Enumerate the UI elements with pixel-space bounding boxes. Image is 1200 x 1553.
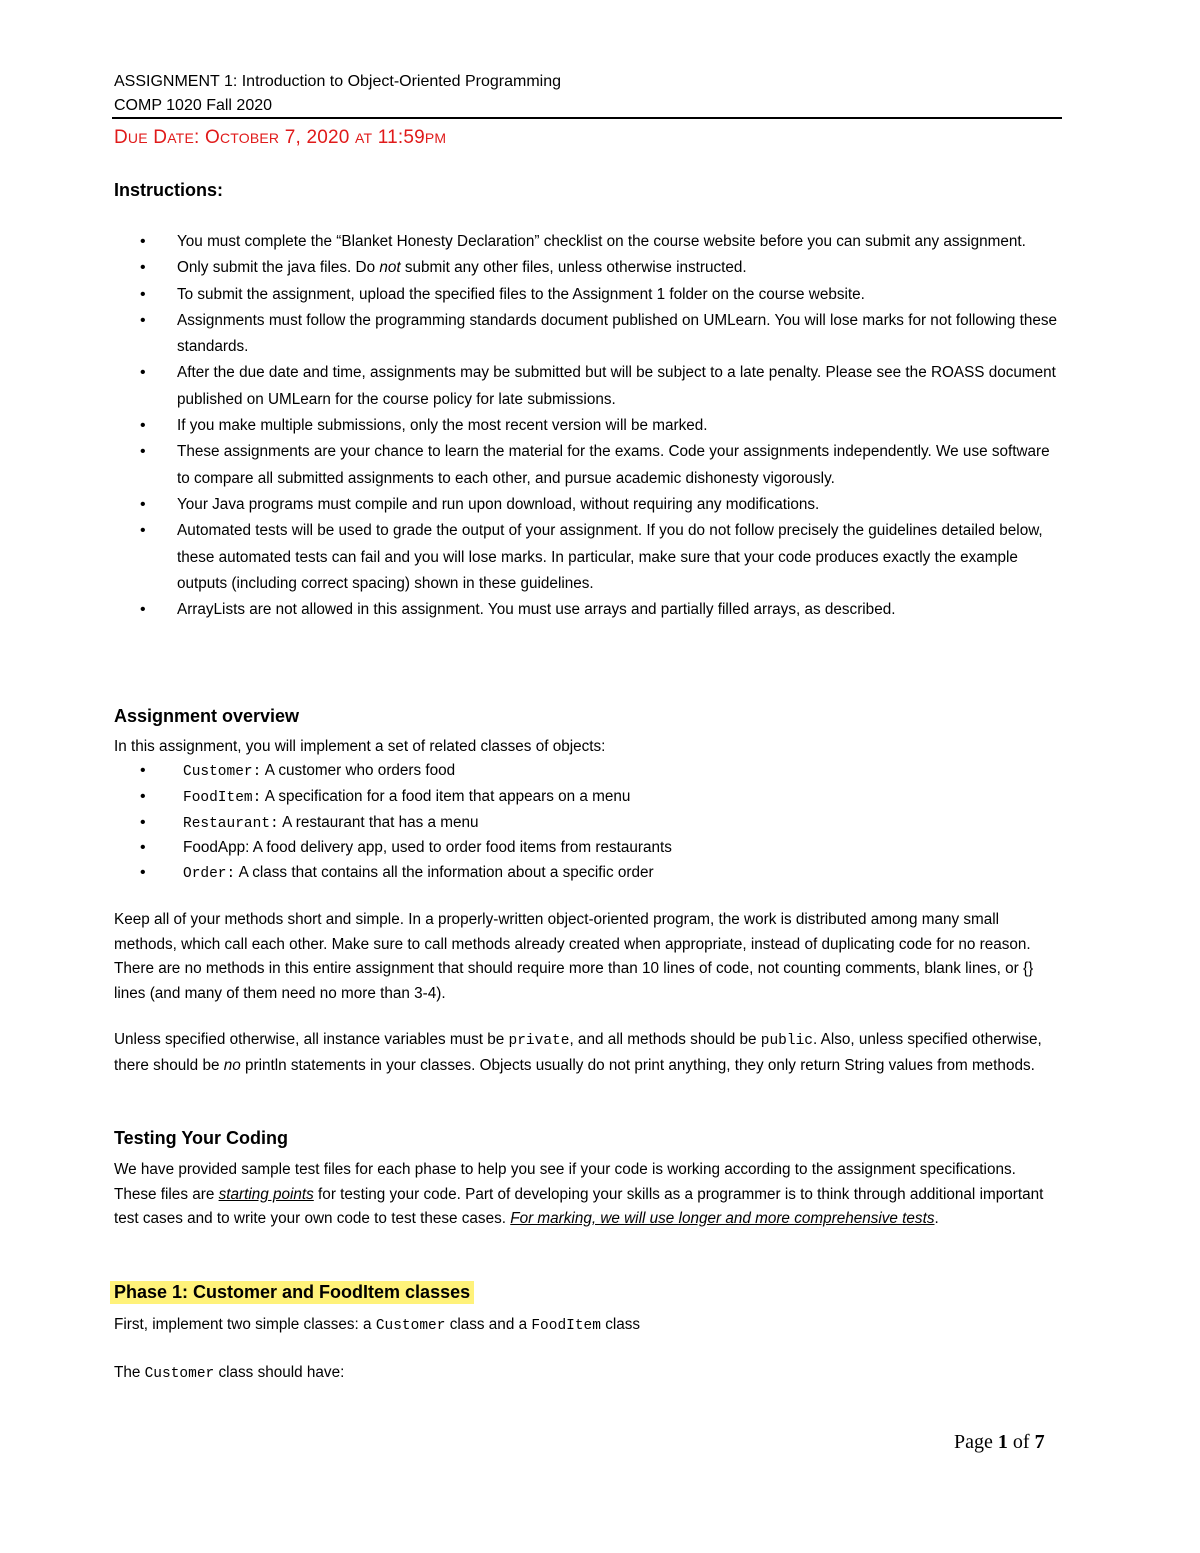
list-item: • These assignments are your chance to learn the material for the exams. Code your assignments independently. We use software to compare all submitted assignments to each other, and pursue academic dishonesty vigorously. [140, 439, 1065, 492]
methods-paragraph: Keep all of your methods short and simple. In a properly-written object-oriented program, the work is distributed among many small methods, which call each other. Make sure to call methods already created when appropriate, instead of duplicating code for no reason. There are no methods in this entire assignment that should require more than 10 lines of code, not counting comments, blank lines, or {} lines (and many of them need no more than 3-4). [114, 911, 1034, 1002]
list-item: • Restaurant: A restaurant that has a menu [140, 811, 672, 837]
header-divider [112, 117, 1062, 119]
list-item: • Order: A class that contains all the information about a specific order [140, 861, 672, 887]
list-item: • FoodItem: A specification for a food item that appears on a menu [140, 785, 672, 811]
list-item: • ArrayLists are not allowed in this assignment. You must use arrays and partially filled arrays, as described. [140, 597, 1065, 623]
list-item: • FoodApp: A food delivery app, used to order food items from restaurants [140, 836, 672, 861]
assignment-title: ASSIGNMENT 1: Introduction to Object-Oriented Programming [114, 73, 561, 90]
list-item: • Your Java programs must compile and run upon download, without requiring any modifications. [140, 492, 1065, 518]
course-label: COMP 1020 Fall 2020 [114, 97, 273, 114]
instructions-heading: Instructions: [114, 180, 224, 200]
phase1-intro: First, implement two simple classes: a Customer class and a FoodItem class [114, 1316, 641, 1334]
list-item: • If you make multiple submissions, only the most recent version will be marked. [140, 413, 1065, 439]
customer-class-intro: The Customer class should have: [114, 1364, 345, 1382]
due-date: DUE DATE: OCTOBER 7, 2020 AT 11:59PM [114, 127, 447, 148]
phase1-heading: Phase 1: Customer and FoodItem classes [114, 1281, 474, 1303]
list-item: • Customer: A customer who orders food [140, 759, 672, 785]
instructions-list [140, 229, 1065, 623]
list-item: • Only submit the java files. Do not submit any other files, unless otherwise instructed. [140, 255, 1065, 281]
list-item: • Automated tests will be used to grade the output of your assignment. If you do not follow precisely the guidelines detailed below, these automated tests can fail and you will lose marks. In particular, make sure that your code produces exactly the example outputs (including correct spacing) shown in these guidelines. [140, 518, 1065, 597]
visibility-paragraph: Unless specified otherwise, all instance variables must be private, and all methods should be public. Also, unless specified otherwise, there should be no println statements in your classes. Objects usually do not print anything, they only return String values from methods. [114, 1031, 1042, 1074]
testing-heading: Testing Your Coding [114, 1128, 288, 1148]
list-item: • To submit the assignment, upload the specified files to the Assignment 1 folder on the course website. [140, 282, 1065, 308]
testing-paragraph: We have provided sample test files for each phase to help you see if your code is working according to the assignment specifications. These files are starting points for testing your code. Part of developing your skills as a programmer is to think through additional important test cases and to write your own code to test these cases. For marking, we will use longer and more comprehensive tests. [114, 1161, 1044, 1227]
list-item: • Assignments must follow the programming standards document published on UMLearn. You will lose marks for not following these standards. [140, 308, 1065, 361]
list-item: • You must complete the “Blanket Honesty Declaration” checklist on the course website before you can submit any assignment. [140, 229, 1065, 255]
page-number: Page 1 of 7 [954, 1431, 1045, 1453]
overview-intro: In this assignment, you will implement a set of related classes of objects: [114, 738, 606, 755]
list-item: • After the due date and time, assignments may be submitted but will be subject to a late penalty. Please see the ROASS document published on UMLearn for the course policy for late submissions. [140, 360, 1065, 413]
overview-heading: Assignment overview [114, 706, 300, 726]
class-list [140, 759, 672, 887]
